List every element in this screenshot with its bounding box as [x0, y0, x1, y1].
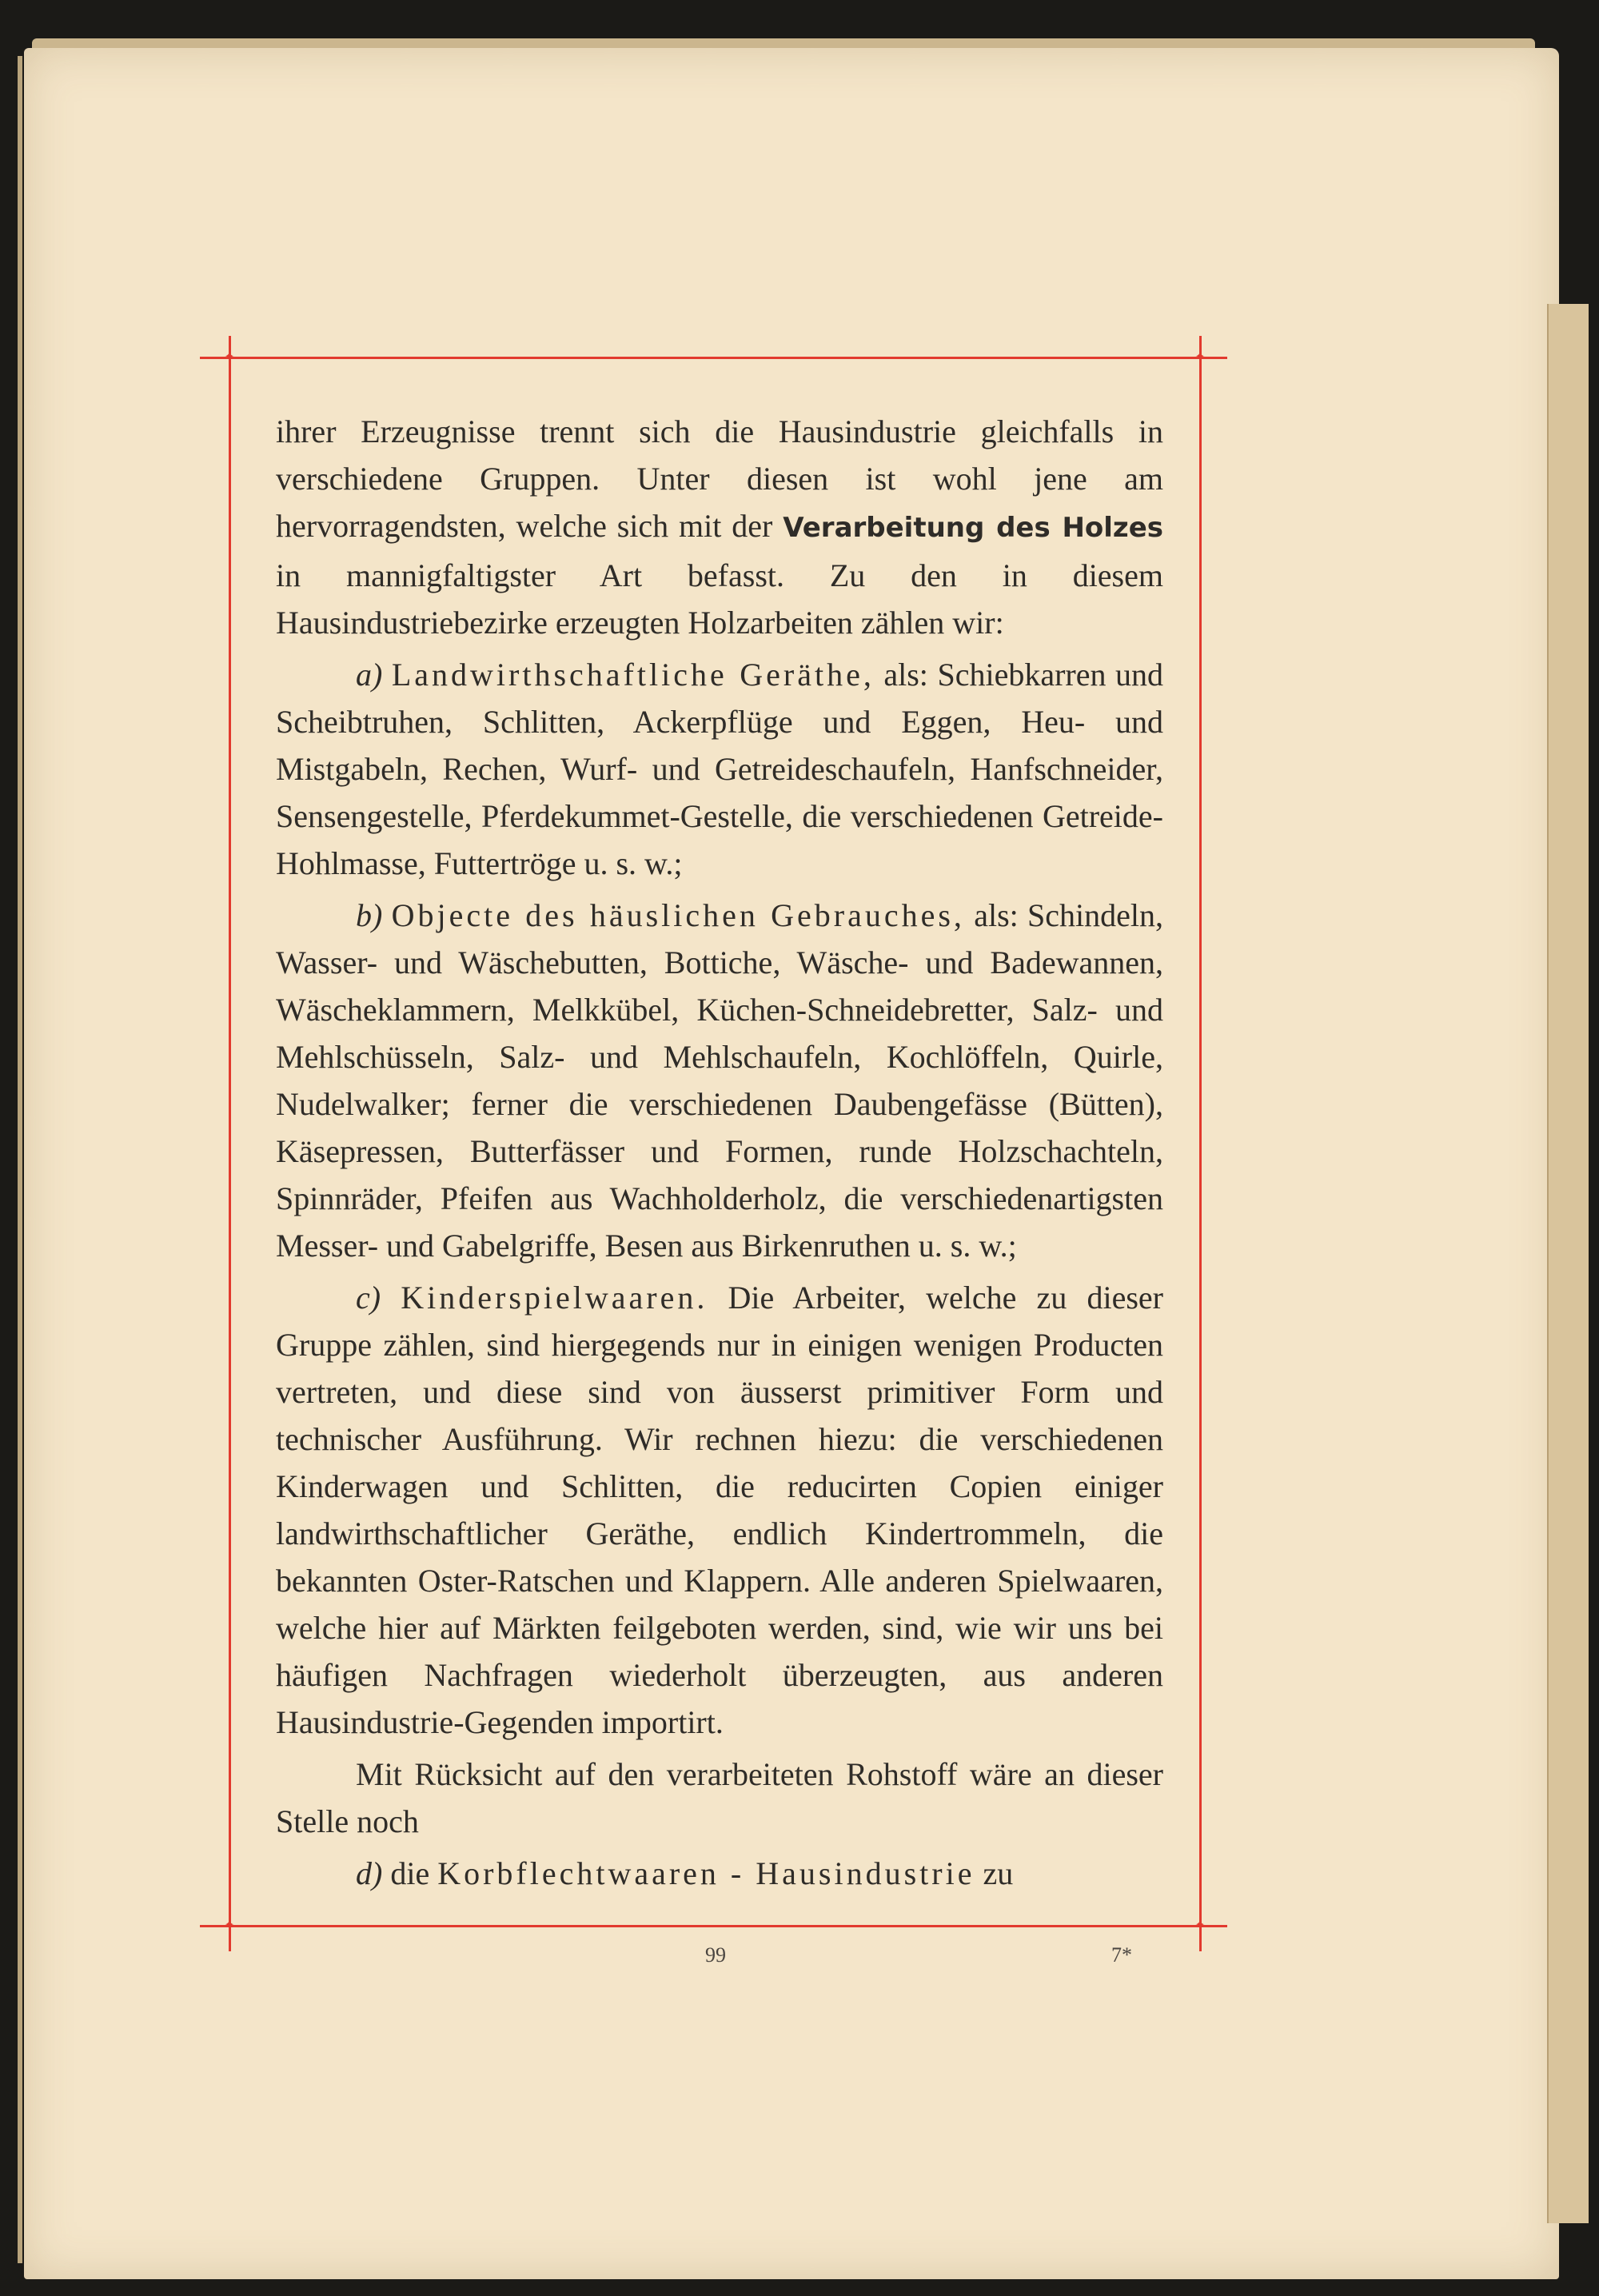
frame-bottom-rule — [200, 1925, 1227, 1927]
item-b — [276, 892, 1163, 1269]
intro-tail: in mannigfaltigster Art befasst. Zu den in diesem Hausindustriebezirke erzeugten Holzarbeiten zählen wir: — [276, 557, 1163, 641]
corner-ornament-top-right: ✦ — [1194, 350, 1206, 364]
signature-mark: 7* — [1111, 1943, 1132, 1967]
emphasis-holz: Verarbeitung des Holzes — [783, 512, 1163, 544]
corner-ornament-top-left: ✦ — [224, 350, 235, 364]
item-b-text: als: Schindeln, Wasser- und Wäschebutten, Bottiche, Wäsche- und Badewannen, Wäscheklammern, Melkkübel, Küchen-Schneidebretter, Salz- und Mehlschüsseln, Salz- und Mehlschaufeln, Kochlöffeln, Quirle, Nudelwalker; ferner die verschiedenen Daubengefässe (Bütten), Käsepressen, Butterfässer und Formen, runde Holzschachteln, Spinnräder, Pfeifen aus Wachholderholz, die verschiedenartigsten Messer- und Gabelgriffe, Besen aus Birkenruthen u. s. w.; — [276, 897, 1163, 1264]
page-number: 99 — [705, 1943, 726, 1967]
item-a-marker: a) — [356, 657, 383, 693]
paragraph-intro — [276, 408, 1163, 646]
frame-top-rule — [200, 357, 1227, 359]
page-edge-right — [1547, 304, 1589, 2223]
item-d — [276, 1850, 1163, 1897]
corner-ornament-bottom-right: ✦ — [1194, 1919, 1206, 1932]
item-a-heading: Landwirthschaftliche Geräthe, — [391, 657, 875, 693]
frame-right-rule — [1199, 336, 1202, 1951]
item-d-marker: d) — [356, 1855, 383, 1891]
item-b-marker: b) — [356, 897, 383, 933]
item-d-heading: Korbflechtwaaren - Hausindustrie — [437, 1855, 975, 1891]
corner-ornament-bottom-left: ✦ — [224, 1919, 235, 1932]
body-text — [276, 408, 1163, 1902]
left-gutter — [18, 56, 22, 2263]
item-d-text: die — [390, 1855, 430, 1891]
paragraph-rohstoff: Mit Rücksicht auf den verarbeiteten Rohstoff wäre an dieser Stelle noch — [276, 1756, 1163, 1839]
item-a-text: als: Schiebkarren und Scheibtruhen, Schlitten, Ackerpflüge und Eggen, Heu- und Mistgabeln, Rechen, Wurf- und Getreideschaufeln, Hanfschneider, Sensengestelle, Pferdekummet-Gestelle, die verschiedenen Getreide-Hohlmasse, Futtertröge u. s. w.; — [276, 657, 1163, 881]
item-c-heading: Kinderspielwaaren. — [401, 1280, 708, 1316]
item-d-tail: zu — [983, 1855, 1014, 1891]
frame-left-rule — [229, 336, 231, 1951]
item-c-marker: c) — [356, 1280, 381, 1316]
item-a — [276, 651, 1163, 887]
item-b-heading: Objecte des häuslichen Gebrauches, — [391, 897, 965, 933]
item-c-text: Die Arbeiter, welche zu dieser Gruppe zählen, sind hiergegends nur in einigen wenigen Producten vertreten, und diese sind von äusserst primitiver Form und technischer Ausführung. Wir rechnen hiezu: die verschiedenen Kinderwagen und Schlitten, die reducirten Copien einiger landwirthschaftlicher Geräthe, endlich Kindertrommeln, die bekannten Oster-Ratschen und Klappern. Alle anderen Spielwaaren, welche hier auf Märkten feilgeboten werden, sind, wie wir uns bei häufigen Nachfragen wiederholt überzeugten, aus anderen Hausindustrie-Gegenden importirt. — [276, 1280, 1164, 1740]
intro-text: ihrer Erzeugnisse trennt sich die Hausindustrie gleichfalls in verschiedene Gruppen. Unter diesen ist wohl jene am hervorragendsten, welche sich mit der — [276, 413, 1163, 544]
item-c — [276, 1274, 1163, 1746]
